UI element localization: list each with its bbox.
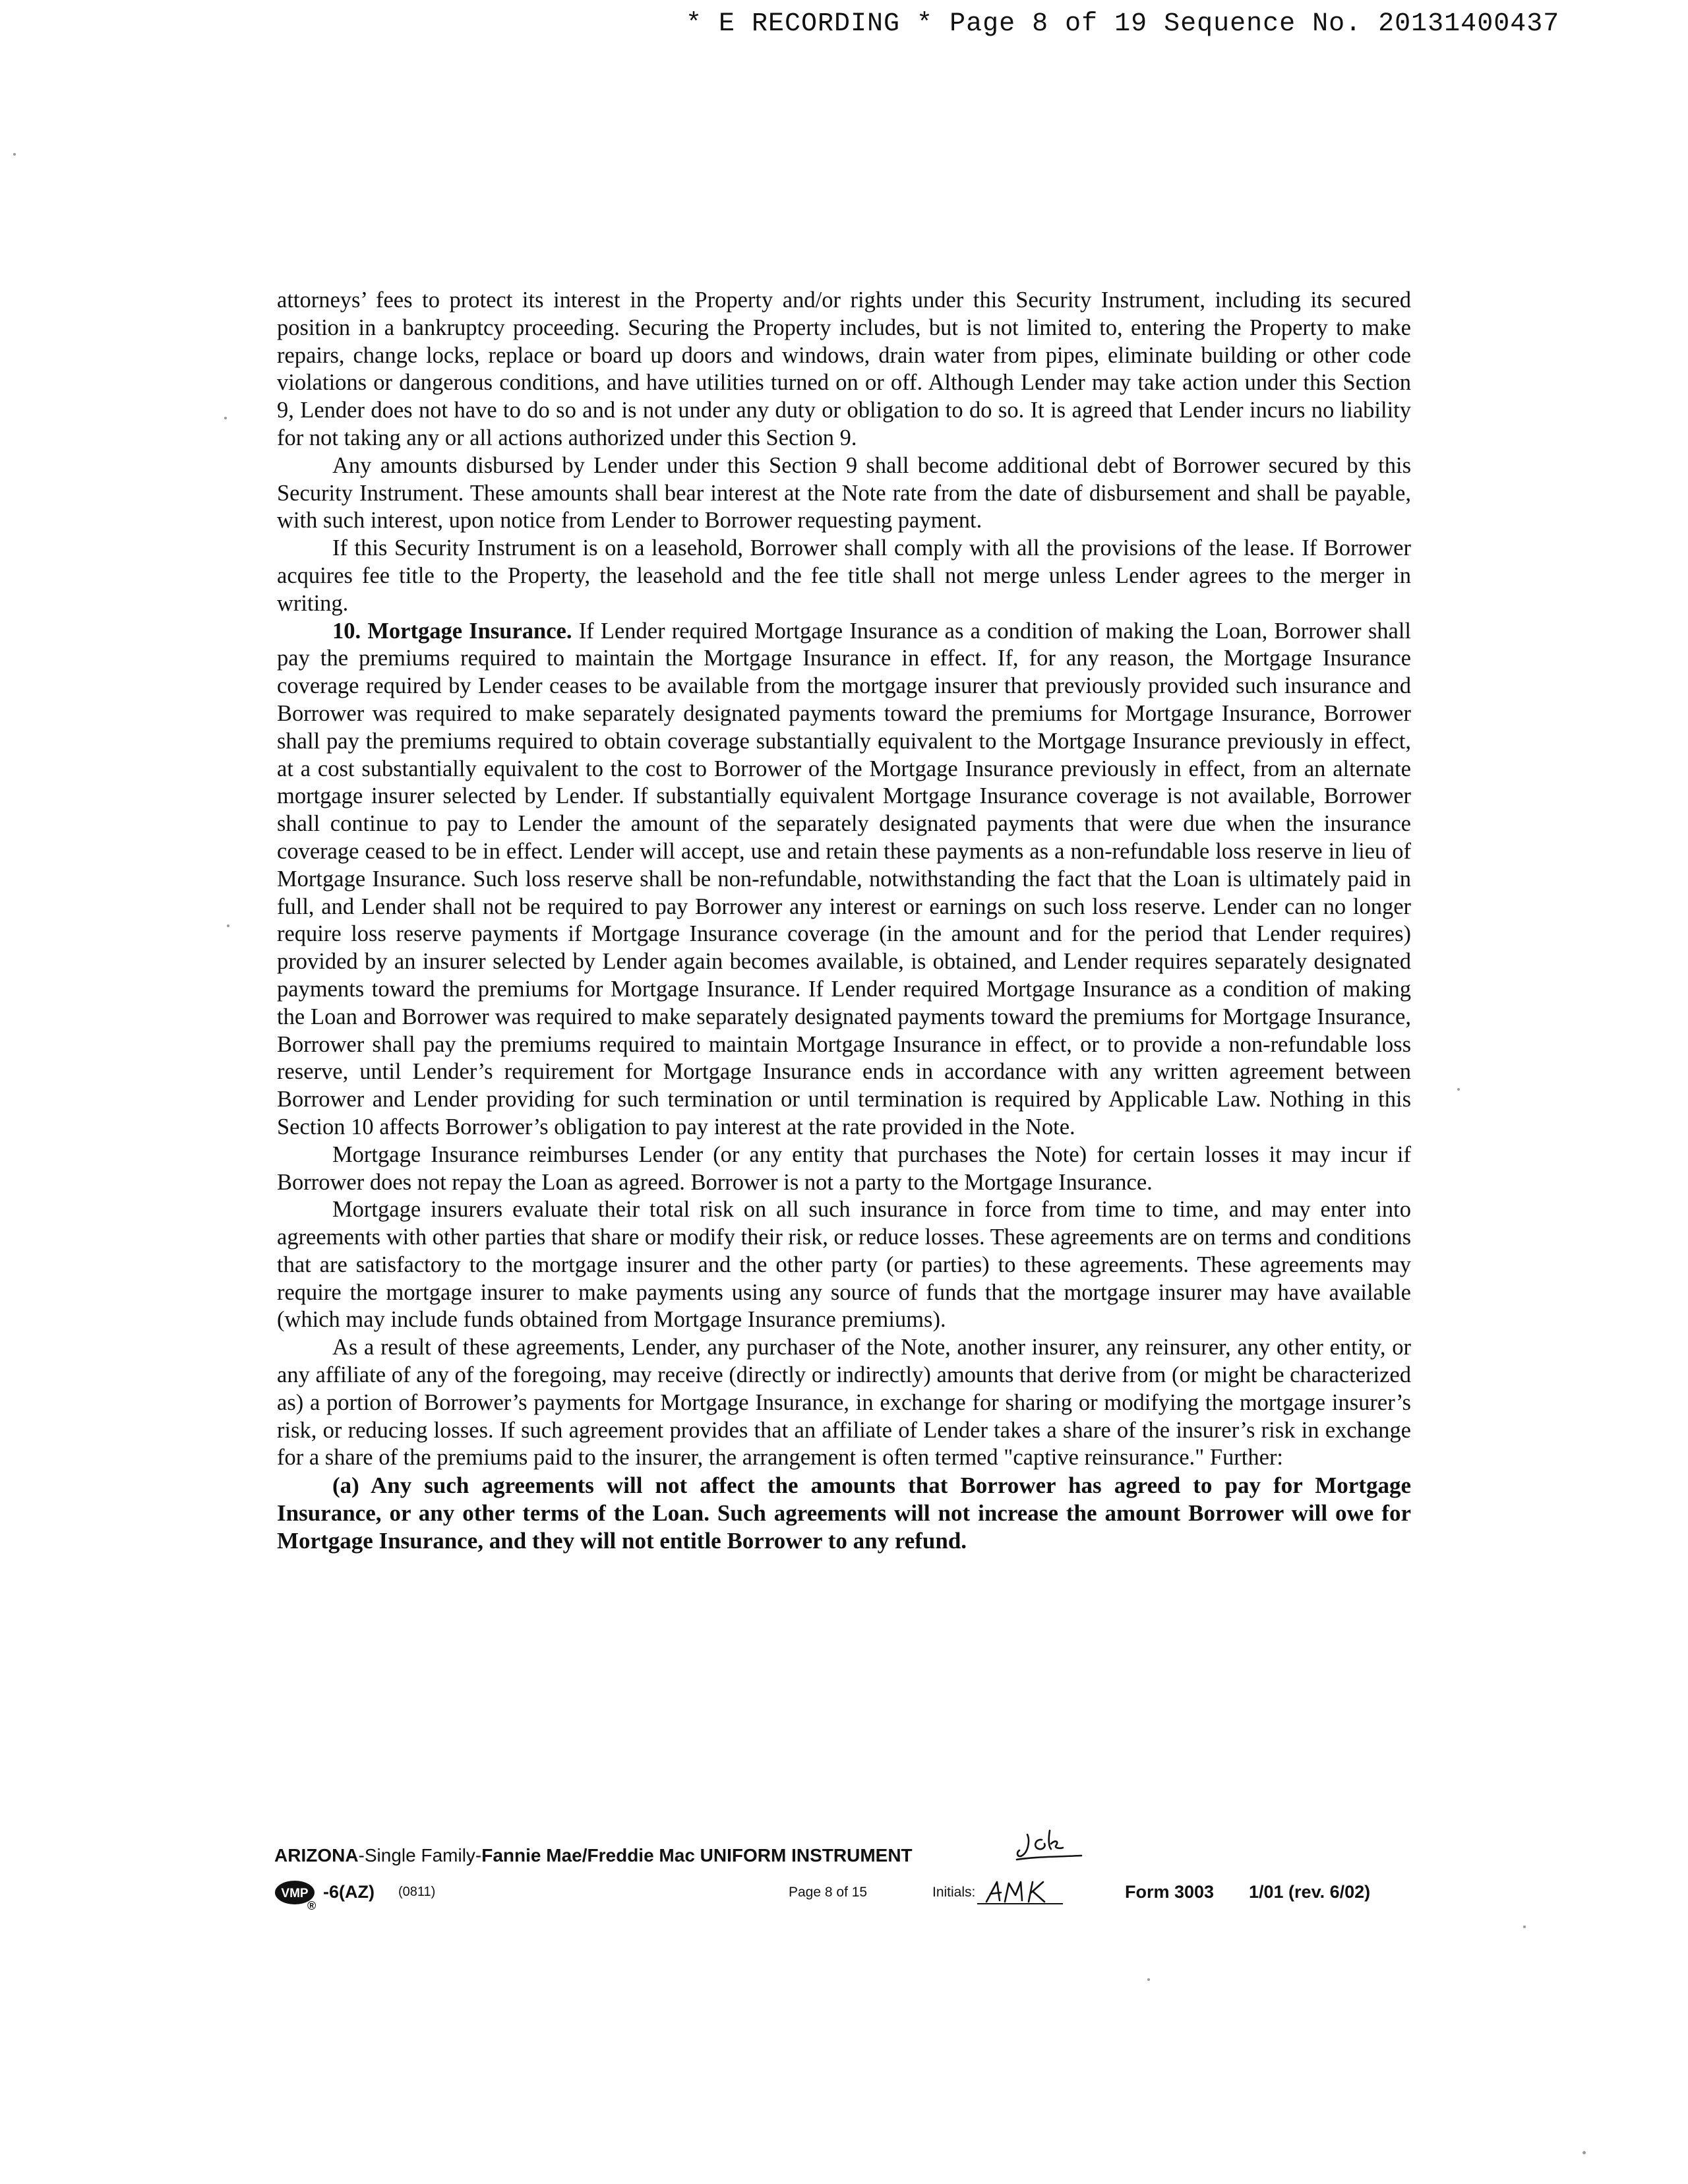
scan-speck (1523, 1926, 1526, 1928)
scan-speck (1457, 1088, 1460, 1091)
section-10-heading: 10. Mortgage Insurance. (332, 618, 572, 644)
footer-page-number: Page 8 of 15 (789, 1885, 868, 1900)
form-footer (274, 1827, 1408, 1919)
scan-speck (224, 417, 227, 419)
paragraph-mi-insurers: Mortgage insurers evaluate their total risk on all such insurance in force from time to time, and may enter into agreements with other parties that share or modify their risk, or reduce losses. These agreements are on terms and conditions that are satisfactory to the mortgage insurer and the other party (or parties) to these agreements. These agreements may require the mortgage insurer to make payments using any source of funds that the mortgage insurer may have available (which may include funds obtained from Mortgage Insurance premiums). (277, 1197, 1411, 1333)
paragraph-amounts-disbursed: Any amounts disbursed by Lender under this Section 9 shall become additional debt of Borrower secured by this Security Instrument. These amounts shall bear interest at the Note rate from the date of disbursement and shall be payable, with such interest, upon notice from Lender to Borrower requesting payment. (277, 452, 1411, 533)
paragraph-section9-continued: attorneys’ fees to protect its interest in the Property and/or rights under this Security Instrument, including its secured position in a bankruptcy proceeding. Securing the Property includes, but is not limited to, entering the Property to make repairs, change locks, replace or board up doors and windows, drain water from pipes, eliminate building or other code violations or dangerous conditions, and have utilities turned on or off. Although Lender may take action under this Section 9, Lender does not have to do so and is not under any duty or obligation to do so. It is agreed that Lender incurs no liability for not taking any or all actions authorized under this Section 9. (277, 288, 1411, 450)
form-number: Form 3003 (1125, 1882, 1215, 1902)
paragraph-leasehold: If this Security Instrument is on a leasehold, Borrower shall comply with all the provisions of the lease. If Borrower acquires fee title to the Property, the leasehold and the fee title shall not merge unless Lender agrees to the merger in writing. (277, 535, 1411, 616)
footer-instrument-title (274, 1845, 913, 1866)
scan-speck (1147, 1978, 1150, 1981)
paragraph-clause-a: (a) Any such agreements will not affect the amounts that Borrower has agreed to pay for Mortgage Insurance, or any other terms of the Loan. Such agreements will not increase the amount Borrower will owe for Mortgage Insurance, and they will not entitle Borrower to any refund. (277, 1472, 1411, 1554)
recording-header: * E RECORDING * Page 8 of 19 Sequence No. 20131400437 (686, 9, 1560, 39)
initials-signature-upper (1013, 1827, 1085, 1866)
registered-mark: ® (307, 1899, 316, 1912)
vmp-logo-text: VMP (281, 1887, 309, 1900)
form-code-version: (0811) (398, 1885, 436, 1899)
document-body (277, 287, 1411, 1555)
footer-form-line (274, 1879, 1408, 1912)
paragraph-agreements: As a result of these agreements, Lender, any purchaser of the Note, another insurer, any reinsurer, any other entity, or any affiliate of any of the foregoing, may receive (directly or indirectly) amounts that derive from (or might be characterized as) a portion of Borrower’s payments for Mortgage Insurance, in exchange for sharing or modifying the mortgage insurer’s risk, or reducing losses. If such agreement provides that an affiliate of Lender takes a share of the insurer’s risk in exchange for a share of the premiums paid to the insurer, the arrangement is often termed "captive reinsurance." Further: (277, 1335, 1411, 1471)
initials-signature-lower (982, 1875, 1055, 1908)
scan-speck (13, 153, 16, 156)
footer-agencies: Fannie Mae/Freddie Mac UNIFORM INSTRUMENT (481, 1845, 913, 1866)
paragraph-mortgage-insurance (277, 618, 1411, 1141)
form-code: -6(AZ) (323, 1882, 375, 1902)
initials-label: Initials: (932, 1885, 976, 1900)
scan-speck (1582, 2151, 1586, 2154)
section-10-text: If Lender required Mortgage Insurance as a condition of making the Loan, Borrower shall pay the premiums required to maintain the Mortgage Insurance in effect. If, for any reason, the Mortgage Insurance coverage required by Lender ceases to be available from the mortgage insurer that previously provided such insurance and Borrower was required to make separately designated payments toward the premiums for Mortgage Insurance, Borrower shall pay the premiums required to obtain coverage substantially equivalent to the Mortgage Insurance previously in effect, at a cost substantially equivalent to the cost to Borrower of the Mortgage Insurance previously in effect, from an alternate mortgage insurer selected by Lender. If substantially equivalent Mortgage Insurance coverage is not available, Borrower shall continue to pay to Lender the amount of the separately designated payments that were due when the insurance coverage ceased to be in effect. Lender will accept, use and retain these payments as a non-refundable loss reserve in lieu of Mortgage Insurance. Such loss reserve shall be non-refundable, notwithstanding the fact that the Loan is ultimately paid in full, and Lender shall not be required to pay Borrower any interest or earnings on such loss reserve. Lender can no longer require loss reserve payments if Mortgage Insurance coverage (in the amount and for the period that Lender requires) provided by an insurer selected by Lender again becomes available, is obtained, and Lender requires separately designated payments toward the premiums for Mortgage Insurance. If Lender required Mortgage Insurance as a condition of making the Loan and Borrower was required to make separately designated payments toward the premiums for Mortgage Insurance, Borrower shall pay the premiums required to maintain Mortgage Insurance in effect, or to provide a non-refundable loss reserve, until Lender’s requirement for Mortgage Insurance ends in accordance with any written agreement between Borrower and Lender providing for such termination or until termination is required by Applicable Law. Nothing in this Section 10 affects Borrower’s obligation to pay interest at the rate provided in the Note. (277, 618, 1412, 1139)
footer-state: ARIZONA (274, 1845, 359, 1866)
footer-instrument-mid: -Single Family- (358, 1845, 482, 1866)
paragraph-mi-reimburses: Mortgage Insurance reimburses Lender (or any entity that purchases the Note) for certain losses it may incur if Borrower does not repay the Loan as agreed. Borrower is not a party to the Mortgage Insurance. (277, 1141, 1411, 1195)
scan-speck (227, 925, 229, 927)
form-revision: 1/01 (rev. 6/02) (1249, 1882, 1371, 1902)
